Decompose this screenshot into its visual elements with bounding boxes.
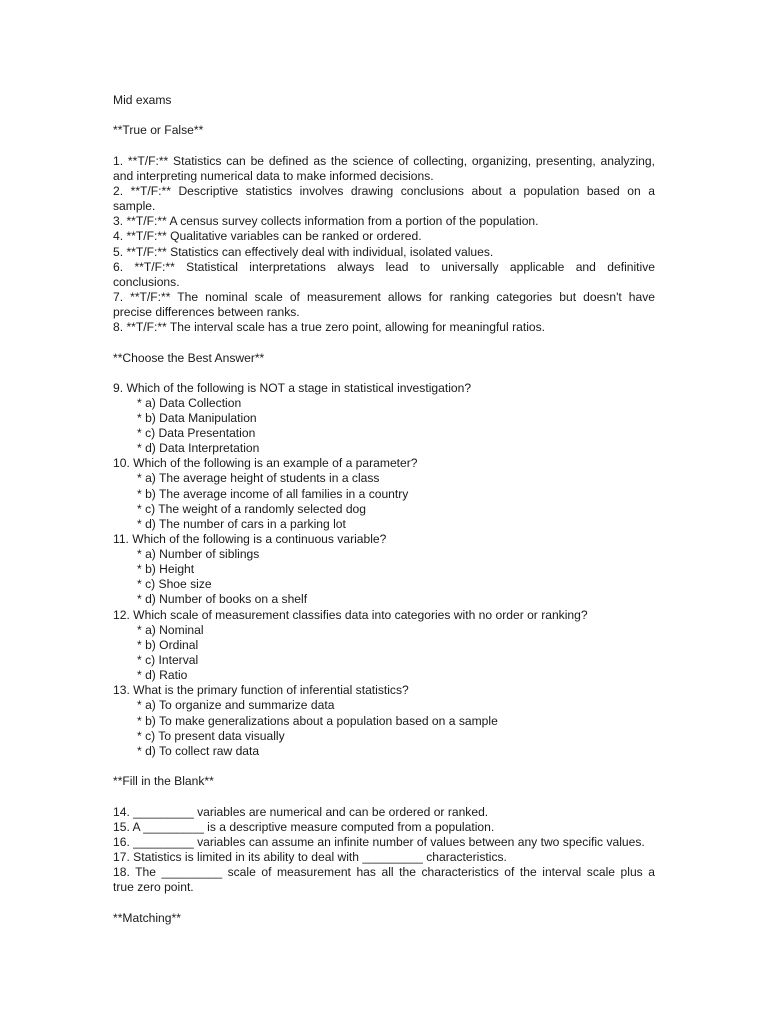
tf-item-2-line2: sample. bbox=[113, 199, 156, 213]
question-11: 11. Which of the following is a continuous variable? bbox=[113, 532, 387, 546]
question-13-option-a: * a) To organize and summarize data bbox=[137, 698, 335, 712]
fill-item-16: 16. _________ variables can assume an infinite number of values between any two specific values. bbox=[113, 835, 645, 849]
tf-item-7-line1: 7. **T/F:** The nominal scale of measurement allows for ranking categories but doesn't have bbox=[113, 290, 655, 304]
tf-item-4: 4. **T/F:** Qualitative variables can be ranked or ordered. bbox=[113, 229, 422, 243]
best-answer-heading: **Choose the Best Answer** bbox=[113, 351, 265, 365]
tf-item-8: 8. **T/F:** The interval scale has a true zero point, allowing for meaningful ratios. bbox=[113, 320, 546, 334]
question-10-option-a: * a) The average height of students in a class bbox=[137, 471, 380, 485]
question-10-option-d: * d) The number of cars in a parking lot bbox=[137, 517, 346, 531]
question-12-option-a: * a) Nominal bbox=[137, 623, 204, 637]
question-9: 9. Which of the following is NOT a stage in statistical investigation? bbox=[113, 381, 472, 395]
question-11-option-c: * c) Shoe size bbox=[137, 577, 212, 591]
question-9-option-c: * c) Data Presentation bbox=[137, 426, 256, 440]
tf-item-3: 3. **T/F:** A census survey collects information from a portion of the population. bbox=[113, 214, 539, 228]
question-12: 12. Which scale of measurement classifies data into categories with no order or ranking? bbox=[113, 608, 588, 622]
tf-item-6-line1: 6. **T/F:** Statistical interpretations always lead to universally applicable and definitive bbox=[113, 260, 655, 274]
question-9-option-a: * a) Data Collection bbox=[137, 396, 242, 410]
question-11-option-b: * b) Height bbox=[137, 562, 195, 576]
question-13-option-b: * b) To make generalizations about a population based on a sample bbox=[137, 714, 498, 728]
tf-item-2-line1: 2. **T/F:** Descriptive statistics involves drawing conclusions about a population based on a bbox=[113, 184, 655, 198]
document-title: Mid exams bbox=[113, 93, 172, 107]
tf-item-7-line2: precise differences between ranks. bbox=[113, 305, 300, 319]
tf-item-1-line2: and interpreting numerical data to make informed decisions. bbox=[113, 169, 434, 183]
question-9-option-b: * b) Data Manipulation bbox=[137, 411, 257, 425]
fill-item-18-line2: true zero point. bbox=[113, 880, 194, 894]
question-10-option-c: * c) The weight of a randomly selected dog bbox=[137, 502, 367, 516]
question-11-option-d: * d) Number of books on a shelf bbox=[137, 592, 308, 606]
tf-item-1-line1: 1. **T/F:** Statistics can be defined as the science of collecting, organizing, presenting, analyzing, bbox=[113, 154, 655, 168]
true-false-heading: **True or False** bbox=[113, 123, 204, 137]
fill-blank-heading: **Fill in the Blank** bbox=[113, 774, 214, 788]
question-12-option-c: * c) Interval bbox=[137, 653, 199, 667]
question-10-option-b: * b) The average income of all families in a country bbox=[137, 487, 409, 501]
fill-item-17: 17. Statistics is limited in its ability to deal with _________ characteristics. bbox=[113, 850, 507, 864]
question-12-option-b: * b) Ordinal bbox=[137, 638, 199, 652]
tf-item-5: 5. **T/F:** Statistics can effectively deal with individual, isolated values. bbox=[113, 245, 494, 259]
tf-item-6-line2: conclusions. bbox=[113, 275, 180, 289]
question-12-option-d: * d) Ratio bbox=[137, 668, 188, 682]
question-13: 13. What is the primary function of inferential statistics? bbox=[113, 683, 409, 697]
fill-item-14: 14. _________ variables are numerical and can be ordered or ranked. bbox=[113, 805, 489, 819]
question-13-option-d: * d) To collect raw data bbox=[137, 744, 260, 758]
question-9-option-d: * d) Data Interpretation bbox=[137, 441, 260, 455]
matching-heading: **Matching** bbox=[113, 911, 181, 925]
fill-item-18-line1: 18. The _________ scale of measurement has all the characteristics of the interval scale plus a bbox=[113, 865, 655, 879]
question-11-option-a: * a) Number of siblings bbox=[137, 547, 260, 561]
fill-item-15: 15. A _________ is a descriptive measure computed from a population. bbox=[113, 820, 495, 834]
question-10: 10. Which of the following is an example of a parameter? bbox=[113, 456, 418, 470]
question-13-option-c: * c) To present data visually bbox=[137, 729, 285, 743]
